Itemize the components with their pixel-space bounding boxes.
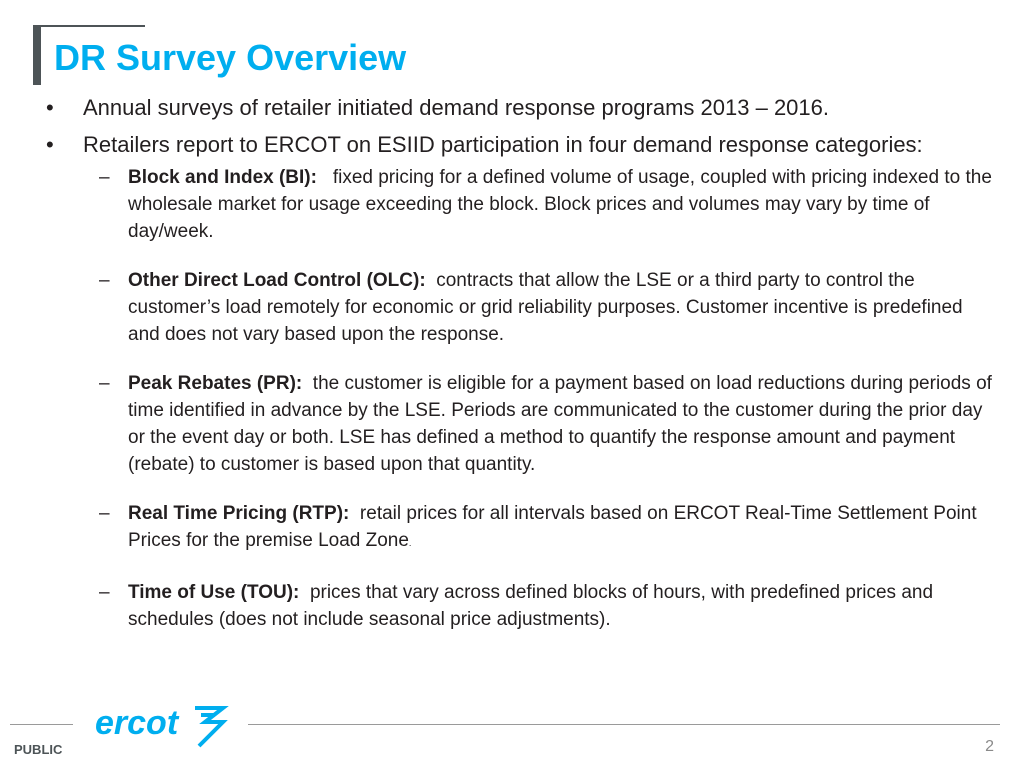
category-text: [128, 579, 994, 633]
title-accent-bar: [33, 25, 41, 85]
dash-marker: –: [99, 503, 110, 524]
bullet-item: [44, 130, 994, 160]
slide-body: [44, 93, 994, 633]
bullet-text: Retailers report to ERCOT on ESIID participation in four demand response categories:: [83, 132, 923, 157]
footer-divider: [10, 724, 73, 725]
category-item-pr: [99, 370, 994, 478]
page-number: 2: [985, 738, 994, 755]
ercot-lightning-mark-icon: [195, 708, 223, 746]
category-list: [99, 164, 994, 633]
category-text: [128, 267, 994, 348]
category-text: [128, 500, 994, 557]
category-description: the customer is eligible for a payment based on load reductions during periods of time identified in advance by the LSE. Periods are communicated to the customer during the prior day or the event day or both. LSE has defined a method to quantify the response amount and payment (rebate) to customer is based upon that quantity.: [128, 373, 992, 475]
slide-title: DR Survey Overview: [54, 37, 407, 78]
category-term: Block and Index (BI):: [128, 167, 317, 188]
category-description: prices that vary across defined blocks of hours, with predefined prices and schedules (does not include seasonal price adjustments).: [128, 582, 934, 630]
bullet-text: Annual surveys of retailer initiated demand response programs 2013 – 2016.: [83, 95, 830, 120]
category-term: Other Direct Load Control (OLC):: [128, 270, 426, 291]
category-text: [128, 164, 994, 245]
category-tail: .: [408, 538, 412, 548]
dash-marker: –: [99, 373, 110, 394]
category-item-olc: [99, 267, 994, 348]
category-description: contracts that allow the LSE or a third party to control the customer’s load remotely for economic or grid reliability purposes. Customer incentive is predefined and does not vary based upon the response.: [128, 270, 963, 345]
category-term: Peak Rebates (PR):: [128, 373, 303, 394]
category-term: Real Time Pricing (RTP):: [128, 503, 350, 524]
dash-marker: –: [99, 582, 110, 603]
logo-wordmark: ercot: [95, 704, 179, 742]
category-text: [128, 370, 994, 478]
footer-divider: [248, 724, 1000, 725]
dash-marker: –: [99, 167, 110, 188]
category-item-tou: [99, 579, 994, 633]
bullet-item: [44, 93, 994, 123]
category-item-rtp: [99, 500, 994, 557]
bullet-marker: •: [46, 132, 54, 157]
category-item-bi: [99, 164, 994, 245]
category-term: Time of Use (TOU):: [128, 582, 300, 603]
category-description: fixed pricing for a defined volume of usage, coupled with pricing indexed to the wholesale market for usage exceeding the block. Block prices and volumes may vary by time of day/week.: [128, 167, 992, 242]
title-accent-line: [33, 25, 145, 27]
ercot-logo: [95, 700, 230, 752]
category-description: retail prices for all intervals based on ERCOT Real-Time Settlement Point Prices for the premise Load Zone: [128, 503, 977, 551]
classification-label: PUBLIC: [14, 742, 63, 757]
dash-marker: –: [99, 270, 110, 291]
bullet-marker: •: [46, 95, 54, 120]
